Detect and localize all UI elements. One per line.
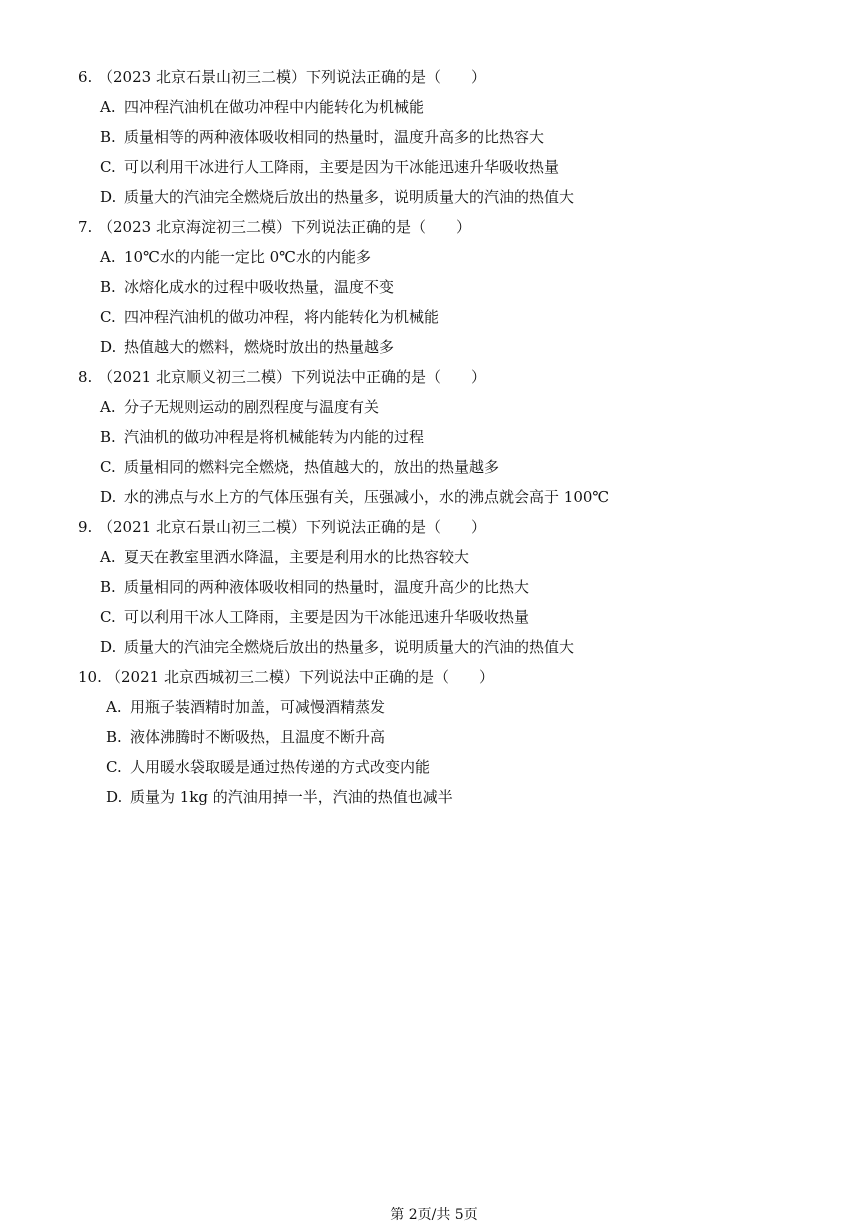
option-c — [78, 452, 838, 482]
option-text: 可以利用干冰进行人工降雨，主要是因为干冰能迅速升华吸收热量 — [124, 158, 560, 176]
option-list — [78, 392, 838, 512]
option-text: 质量相同的两种液体吸收相同的热量时，温度升高少的比热大 — [124, 578, 530, 596]
option-label: D. — [100, 488, 117, 506]
option-d — [78, 332, 838, 362]
option-label: B. — [106, 728, 122, 746]
option-text: 用瓶子装酒精时加盖，可减慢酒精蒸发 — [130, 698, 386, 716]
option-a — [78, 542, 838, 572]
option-text: 夏天在教室里洒水降温，主要是利用水的比热容较大 — [124, 548, 470, 566]
option-label: C. — [100, 608, 116, 626]
option-a — [78, 692, 838, 722]
option-d — [78, 482, 838, 512]
question-number: 6. — [78, 68, 93, 86]
question-6 — [78, 62, 838, 212]
option-label: A. — [100, 398, 116, 416]
option-label: A. — [100, 548, 116, 566]
option-c — [78, 302, 838, 332]
question-text: （2023 北京海淀初三二模）下列说法正确的是（ ） — [98, 218, 471, 236]
question-stem — [78, 662, 838, 692]
option-text: 液体沸腾时不断吸热，且温度不断升高 — [130, 728, 386, 746]
option-text: 热值越大的燃料，燃烧时放出的热量越多 — [124, 338, 395, 356]
question-stem — [78, 362, 838, 392]
question-stem — [78, 212, 838, 242]
option-list — [78, 242, 838, 362]
page-footer — [0, 1205, 868, 1225]
option-text: 四冲程汽油机的做功冲程，将内能转化为机械能 — [124, 308, 440, 326]
option-b — [78, 722, 838, 752]
option-list — [78, 692, 838, 812]
page-number: 第 2页/共 5页 — [390, 1207, 478, 1223]
question-text: （2021 北京西城初三二模）下列说法中正确的是（ ） — [106, 668, 494, 686]
option-b — [78, 422, 838, 452]
option-b — [78, 572, 838, 602]
option-text: 质量相等的两种液体吸收相同的热量时，温度升高多的比热容大 — [124, 128, 545, 146]
option-c — [78, 752, 838, 782]
option-d — [78, 782, 838, 812]
option-list — [78, 542, 838, 662]
question-stem — [78, 62, 838, 92]
option-c — [78, 602, 838, 632]
option-label: B. — [100, 128, 116, 146]
option-b — [78, 122, 838, 152]
question-number: 10. — [78, 668, 102, 686]
option-a — [78, 242, 838, 272]
question-9 — [78, 512, 838, 662]
option-label: A. — [100, 248, 116, 266]
option-text: 可以利用干冰人工降雨，主要是因为干冰能迅速升华吸收热量 — [124, 608, 530, 626]
question-number: 8. — [78, 368, 93, 386]
option-label: C. — [106, 758, 122, 776]
option-label: A. — [100, 98, 116, 116]
question-number: 9. — [78, 518, 93, 536]
option-c — [78, 152, 838, 182]
question-text: （2021 北京石景山初三二模）下列说法正确的是（ ） — [98, 518, 486, 536]
option-d — [78, 182, 838, 212]
option-list — [78, 92, 838, 212]
option-text: 分子无规则运动的剧烈程度与温度有关 — [124, 398, 380, 416]
question-8 — [78, 362, 838, 512]
option-label: B. — [100, 578, 116, 596]
question-7 — [78, 212, 838, 362]
option-text: 10℃水的内能一定比 0℃水的内能多 — [124, 248, 371, 266]
option-label: A. — [106, 698, 122, 716]
option-text: 质量大的汽油完全燃烧后放出的热量多，说明质量大的汽油的热值大 — [124, 638, 575, 656]
option-text: 冰熔化成水的过程中吸收热量，温度不变 — [124, 278, 395, 296]
question-stem — [78, 512, 838, 542]
option-text: 汽油机的做功冲程是将机械能转为内能的过程 — [124, 428, 425, 446]
option-label: D. — [100, 338, 117, 356]
option-label: D. — [100, 188, 117, 206]
option-text: 水的沸点与水上方的气体压强有关，压强减小，水的沸点就会高于 100℃ — [124, 488, 610, 506]
option-text: 质量相同的燃料完全燃烧，热值越大的，放出的热量越多 — [124, 458, 500, 476]
option-a — [78, 392, 838, 422]
option-a — [78, 92, 838, 122]
option-text: 质量大的汽油完全燃烧后放出的热量多，说明质量大的汽油的热值大 — [124, 188, 575, 206]
option-label: C. — [100, 458, 116, 476]
option-text: 质量为 1kg 的汽油用掉一半，汽油的热值也减半 — [130, 788, 453, 806]
question-10 — [78, 662, 838, 812]
option-label: B. — [100, 278, 116, 296]
option-d — [78, 632, 838, 662]
option-text: 四冲程汽油机在做功冲程中内能转化为机械能 — [124, 98, 425, 116]
option-label: C. — [100, 158, 116, 176]
option-text: 人用暖水袋取暖是通过热传递的方式改变内能 — [130, 758, 431, 776]
option-label: C. — [100, 308, 116, 326]
question-number: 7. — [78, 218, 93, 236]
option-label: D. — [100, 638, 117, 656]
question-list — [78, 62, 838, 812]
option-label: B. — [100, 428, 116, 446]
question-text: （2023 北京石景山初三二模）下列说法正确的是（ ） — [98, 68, 486, 86]
option-label: D. — [106, 788, 123, 806]
question-text: （2021 北京顺义初三二模）下列说法中正确的是（ ） — [98, 368, 486, 386]
option-b — [78, 272, 838, 302]
